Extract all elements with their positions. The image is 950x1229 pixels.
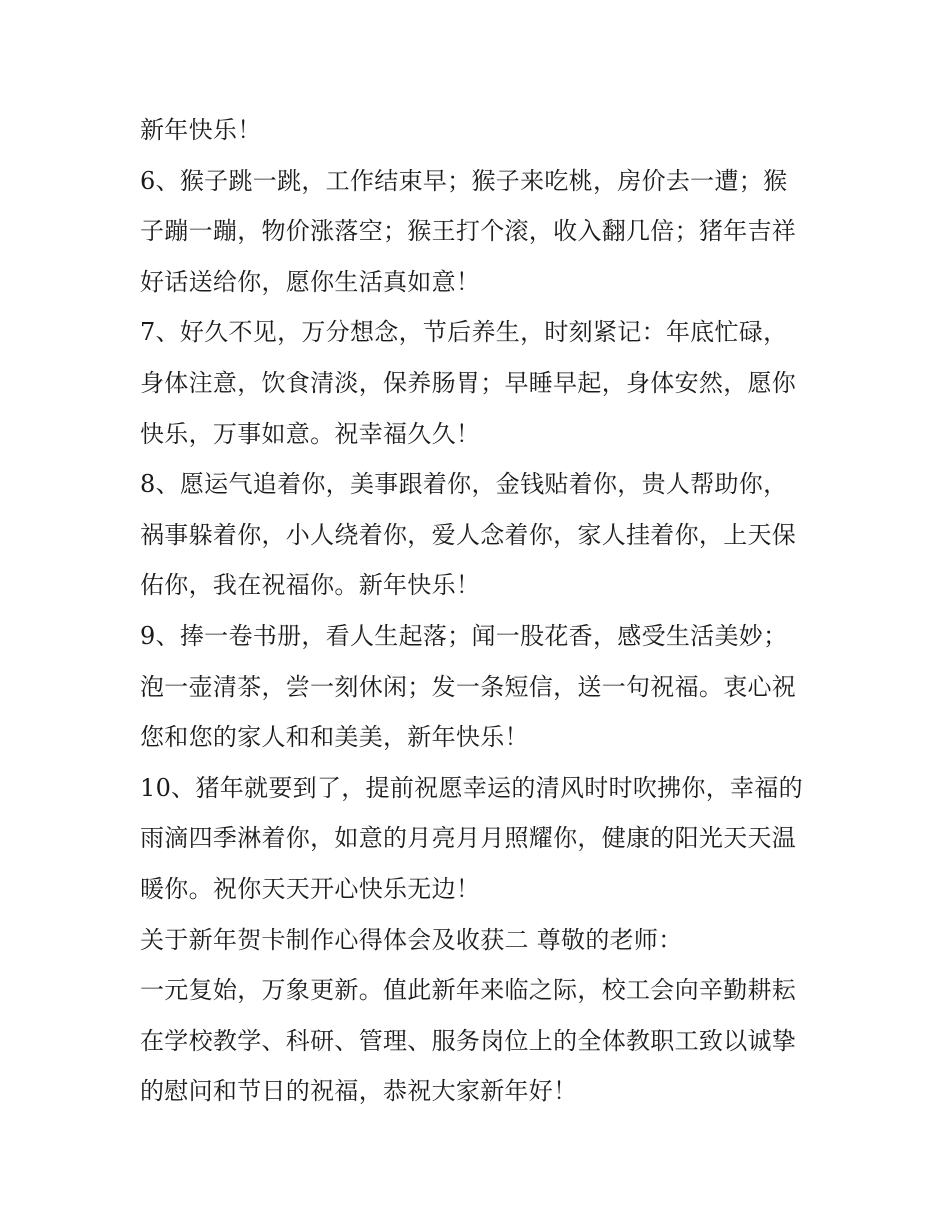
text-line: 6、猴子跳一跳，工作结束早；猴子来吃桃，房价去一遭；猴 (140, 166, 788, 195)
section-heading: 关于新年贺卡制作心得体会及收获二 尊敬的老师： (140, 925, 683, 954)
document-body (140, 105, 820, 1117)
text-line: 雨滴四季淋着你，如意的月亮月月照耀你，健康的阳光天天温 (140, 824, 797, 853)
text-line: 7、好久不见，万分想念，节后养生，时刻紧记：年底忙碌， (140, 318, 788, 347)
text-line: 佑你，我在祝福你。新年快乐！ (140, 571, 481, 600)
text-line: 快乐，万事如意。祝幸福久久！ (140, 419, 481, 448)
text-line: 8、愿运气追着你，美事跟着你，金钱贴着你，贵人帮助你， (140, 470, 788, 499)
text-line: 暖你。祝你天天开心快乐无边！ (140, 874, 481, 903)
text-line: 您和您的家人和和美美，新年快乐！ (140, 723, 529, 752)
text-line: 新年快乐！ (140, 116, 262, 144)
text-line: 祸事躲着你，小人绕着你，爱人念着你，家人挂着你，上天保 (140, 520, 797, 549)
text-line: 一元复始，万象更新。值此新年来临之际，校工会向辛勤耕耘 (140, 976, 797, 1005)
text-line: 9、捧一卷书册，看人生起落；闻一股花香，感受生活美妙； (140, 621, 788, 650)
text-line: 好话送给你，愿你生活真如意！ (140, 267, 481, 296)
text-line: 在学校教学、科研、管理、服务岗位上的全体教职工致以诚挚 (140, 1026, 797, 1055)
text-line: 10、猪年就要到了，提前祝愿幸运的清风时时吹拂你，幸福的 (140, 773, 803, 802)
text-line: 的慰问和节日的祝福，恭祝大家新年好！ (140, 1077, 578, 1106)
text-line: 身体注意，饮食清淡，保养肠胃；早睡早起，身体安然，愿你 (140, 368, 797, 397)
text-line: 子蹦一蹦，物价涨落空；猴王打个滚，收入翻几倍；猪年吉祥 (140, 217, 797, 246)
text-line: 泡一壶清茶，尝一刻休闲；发一条短信，送一句祝福。衷心祝 (140, 672, 797, 701)
